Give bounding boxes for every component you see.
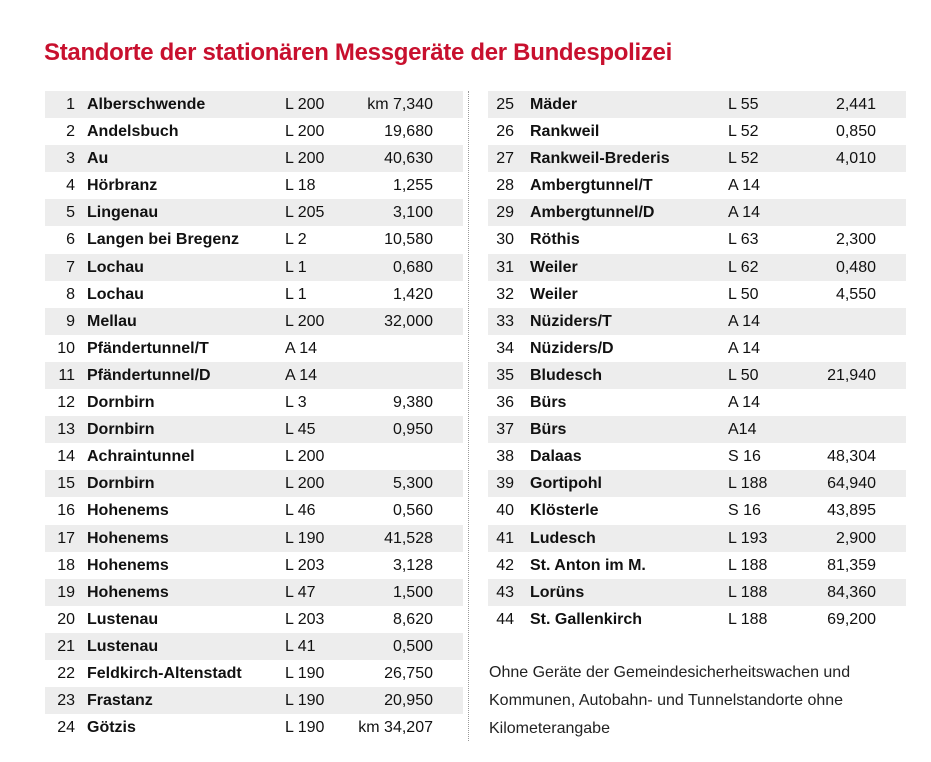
- table-row: [45, 281, 463, 308]
- road-number: A 14: [285, 366, 318, 384]
- location-name: Dornbirn: [87, 421, 155, 439]
- location-name: Hohenems: [87, 583, 169, 601]
- location-name: Bürs: [530, 394, 567, 412]
- location-name: Weiler: [530, 285, 578, 303]
- location-name: Achraintunnel: [87, 448, 195, 466]
- table-row: [45, 362, 463, 389]
- kilometer-value: 2,300: [835, 231, 876, 249]
- kilometer-value: 0,480: [835, 258, 876, 276]
- table-row: [45, 199, 463, 226]
- location-name: Bludesch: [530, 366, 603, 384]
- location-name: Andelsbuch: [87, 123, 179, 141]
- row-number: 36: [496, 394, 514, 412]
- road-number: L 190: [285, 529, 325, 547]
- road-number: L 205: [285, 204, 325, 222]
- location-name: Hohenems: [87, 556, 169, 574]
- road-number: L 50: [728, 285, 759, 303]
- table-row: [45, 226, 463, 253]
- road-number: L 203: [285, 556, 325, 574]
- kilometer-value: 4,550: [835, 285, 876, 303]
- location-name: Ludesch: [530, 529, 596, 547]
- road-number: L 200: [285, 448, 325, 466]
- table-row: [488, 226, 906, 253]
- row-number: 11: [58, 366, 75, 384]
- table-row: [488, 118, 906, 145]
- row-number: 40: [496, 502, 514, 520]
- road-number: L 188: [728, 583, 768, 601]
- location-name: Lustenau: [87, 637, 159, 655]
- row-number: 19: [57, 583, 75, 601]
- row-number: 10: [57, 339, 75, 357]
- kilometer-value: 1,420: [392, 285, 433, 303]
- row-number: 14: [57, 448, 75, 466]
- road-number: L 200: [285, 312, 325, 330]
- row-number: 5: [66, 204, 75, 222]
- table-row: [45, 254, 463, 281]
- kilometer-value: 32,000: [384, 312, 433, 330]
- table-row: [488, 443, 906, 470]
- location-name: Lustenau: [87, 610, 159, 628]
- kilometer-value: 0,850: [835, 123, 876, 141]
- road-number: L 200: [285, 123, 325, 141]
- road-number: L 200: [285, 150, 325, 168]
- location-name: Au: [87, 150, 109, 168]
- table-row: [488, 579, 906, 606]
- table-row: [45, 714, 463, 741]
- row-number: 6: [66, 231, 75, 249]
- road-number: A 14: [728, 177, 761, 195]
- table-row: [45, 552, 463, 579]
- table-row: [488, 416, 906, 443]
- row-number: 33: [496, 312, 514, 330]
- table-row: [45, 118, 463, 145]
- location-name: Feldkirch-Altenstadt: [87, 664, 242, 682]
- table-row: [45, 335, 463, 362]
- location-name: Lochau: [87, 258, 144, 276]
- road-number: L 52: [728, 123, 759, 141]
- road-number: L 193: [728, 529, 768, 547]
- row-number: 24: [57, 719, 75, 737]
- location-name: Pfändertunnel/D: [87, 366, 211, 384]
- table-row: [45, 91, 463, 118]
- row-number: 3: [66, 150, 75, 168]
- table-row: [488, 497, 906, 524]
- kilometer-value: km 34,207: [358, 719, 433, 737]
- table-row: [488, 606, 906, 633]
- table-right-column: [488, 91, 906, 633]
- table-row: [488, 335, 906, 362]
- row-number: 26: [496, 123, 514, 141]
- location-name: Frastanz: [87, 692, 153, 710]
- location-name: Alberschwende: [87, 96, 206, 113]
- kilometer-value: 69,200: [827, 610, 876, 628]
- row-number: 42: [496, 556, 514, 574]
- row-number: 22: [57, 664, 75, 682]
- row-number: 16: [57, 502, 75, 520]
- row-number: 13: [57, 421, 75, 439]
- location-name: Hörbranz: [87, 177, 158, 195]
- row-number: 30: [496, 231, 514, 249]
- row-number: 23: [57, 692, 75, 710]
- kilometer-value: 3,128: [392, 556, 433, 574]
- row-number: 15: [57, 475, 75, 493]
- kilometer-value: 3,100: [392, 204, 433, 222]
- road-number: L 200: [285, 96, 325, 113]
- table-row: [45, 172, 463, 199]
- row-number: 8: [66, 285, 75, 303]
- kilometer-value: 0,680: [392, 258, 433, 276]
- road-number: L 1: [285, 285, 307, 303]
- road-number: L 200: [285, 475, 325, 493]
- table-row: [45, 687, 463, 714]
- table-row: [488, 145, 906, 172]
- location-name: Weiler: [530, 258, 578, 276]
- location-name: Rankweil-Brederis: [530, 150, 670, 168]
- row-number: 43: [496, 583, 514, 601]
- location-name: Ambergtunnel/T: [530, 177, 653, 195]
- page-title: Standorte der stationären Messgeräte der Bundespolizei: [44, 39, 672, 66]
- road-number: L 50: [728, 366, 759, 384]
- column-divider: [468, 91, 469, 741]
- kilometer-value: 1,255: [392, 177, 433, 195]
- kilometer-value: 2,441: [835, 96, 876, 113]
- table-row: [45, 660, 463, 687]
- row-number: 21: [57, 637, 75, 655]
- table-row: [45, 525, 463, 552]
- location-name: Lingenau: [87, 204, 159, 222]
- row-number: 1: [66, 96, 75, 113]
- footnote: Ohne Geräte der Gemeindesicherheitswachen und Kommunen, Autobahn- und Tunnelstandorte ohne Kilometerangabe: [489, 664, 851, 737]
- table-row: [488, 254, 906, 281]
- road-number: A 14: [728, 312, 761, 330]
- kilometer-value: 1,500: [392, 583, 433, 601]
- road-number: L 2: [285, 231, 307, 249]
- table-row: [45, 308, 463, 335]
- kilometer-value: 48,304: [827, 448, 876, 466]
- table-row: [45, 145, 463, 172]
- row-number: 12: [57, 394, 75, 412]
- road-number: L 190: [285, 664, 325, 682]
- road-number: L 41: [285, 637, 316, 655]
- kilometer-value: 64,940: [827, 475, 876, 493]
- road-number: L 190: [285, 692, 325, 710]
- table-row: [45, 470, 463, 497]
- road-number: L 3: [285, 394, 307, 412]
- table-row: [45, 416, 463, 443]
- road-number: A 14: [285, 339, 318, 357]
- kilometer-value: 5,300: [392, 475, 433, 493]
- row-number: 31: [496, 258, 514, 276]
- location-name: St. Anton im M.: [530, 556, 646, 574]
- table-row: [45, 579, 463, 606]
- table-row: [45, 389, 463, 416]
- location-name: Lorüns: [530, 583, 585, 601]
- row-number: 39: [496, 475, 514, 493]
- kilometer-value: 81,359: [827, 556, 876, 574]
- kilometer-value: 2,900: [835, 529, 876, 547]
- location-name: St. Gallenkirch: [530, 610, 643, 628]
- location-name: Dornbirn: [87, 394, 155, 412]
- kilometer-value: 41,528: [384, 529, 433, 547]
- kilometer-value: 19,680: [384, 123, 433, 141]
- location-name: Langen bei Bregenz: [87, 231, 240, 249]
- kilometer-value: 84,360: [827, 583, 876, 601]
- table-row: [45, 633, 463, 660]
- road-number: L 190: [285, 719, 325, 737]
- table-row: [488, 308, 906, 335]
- row-number: 32: [496, 285, 514, 303]
- location-name: Ambergtunnel/D: [530, 204, 655, 222]
- kilometer-value: 40,630: [384, 150, 433, 168]
- road-number: A 14: [728, 394, 761, 412]
- table-left-column: [45, 91, 463, 741]
- row-number: 25: [496, 96, 514, 113]
- kilometer-value: 9,380: [392, 394, 433, 412]
- table-row: [45, 606, 463, 633]
- table-row: [488, 199, 906, 226]
- row-number: 17: [57, 529, 75, 547]
- road-number: L 52: [728, 150, 759, 168]
- location-name: Mäder: [530, 96, 578, 113]
- row-number: 20: [57, 610, 75, 628]
- road-number: A 14: [728, 339, 761, 357]
- location-name: Dornbirn: [87, 475, 155, 493]
- road-number: A14: [728, 421, 757, 439]
- row-number: 4: [66, 177, 75, 195]
- location-name: Pfändertunnel/T: [87, 339, 209, 357]
- table-row: [488, 470, 906, 497]
- location-name: Rankweil: [530, 123, 600, 141]
- location-name: Hohenems: [87, 502, 169, 520]
- road-number: L 55: [728, 96, 759, 113]
- table-row: [45, 497, 463, 524]
- row-number: 18: [57, 556, 75, 574]
- location-name: Klösterle: [530, 502, 599, 520]
- location-name: Bürs: [530, 421, 567, 439]
- kilometer-value: km 7,340: [367, 96, 433, 113]
- location-name: Hohenems: [87, 529, 169, 547]
- row-number: 27: [496, 150, 514, 168]
- kilometer-value: 21,940: [827, 366, 876, 384]
- road-number: L 203: [285, 610, 325, 628]
- road-number: L 188: [728, 610, 768, 628]
- kilometer-value: 0,950: [392, 421, 433, 439]
- table-row: [488, 389, 906, 416]
- road-number: L 46: [285, 502, 316, 520]
- road-number: L 18: [285, 177, 316, 195]
- row-number: 35: [496, 366, 514, 384]
- road-number: L 188: [728, 556, 768, 574]
- location-name: Nüziders/T: [530, 312, 612, 330]
- road-number: A 14: [728, 204, 761, 222]
- row-number: 28: [496, 177, 514, 195]
- table-row: [488, 362, 906, 389]
- kilometer-value: 10,580: [384, 231, 433, 249]
- row-number: 29: [496, 204, 514, 222]
- table-row: [488, 525, 906, 552]
- table-row: [488, 91, 906, 118]
- kilometer-value: 0,560: [392, 502, 433, 520]
- location-name: Götzis: [87, 719, 136, 737]
- road-number: L 63: [728, 231, 759, 249]
- row-number: 38: [496, 448, 514, 466]
- row-number: 7: [66, 258, 75, 276]
- location-name: Nüziders/D: [530, 339, 614, 357]
- location-name: Dalaas: [530, 448, 582, 466]
- road-number: L 188: [728, 475, 768, 493]
- kilometer-value: 4,010: [835, 150, 876, 168]
- road-number: L 45: [285, 421, 316, 439]
- table-row: [488, 552, 906, 579]
- table-row: [45, 443, 463, 470]
- row-number: 41: [496, 529, 514, 547]
- road-number: L 47: [285, 583, 316, 601]
- table-row: [488, 172, 906, 199]
- row-number: 34: [496, 339, 514, 357]
- kilometer-value: 20,950: [384, 692, 433, 710]
- location-name: Lochau: [87, 285, 144, 303]
- kilometer-value: 8,620: [392, 610, 433, 628]
- row-number: 2: [66, 123, 75, 141]
- row-number: 44: [496, 610, 514, 628]
- row-number: 37: [496, 421, 514, 439]
- kilometer-value: 26,750: [384, 664, 433, 682]
- kilometer-value: 0,500: [392, 637, 433, 655]
- location-name: Röthis: [530, 231, 580, 249]
- table-row: [488, 281, 906, 308]
- road-number: S 16: [728, 448, 761, 466]
- road-number: S 16: [728, 502, 761, 520]
- row-number: 9: [66, 312, 75, 330]
- kilometer-value: 43,895: [827, 502, 876, 520]
- road-number: L 62: [728, 258, 759, 276]
- location-name: Gortipohl: [530, 475, 602, 493]
- location-name: Mellau: [87, 312, 137, 330]
- road-number: L 1: [285, 258, 307, 276]
